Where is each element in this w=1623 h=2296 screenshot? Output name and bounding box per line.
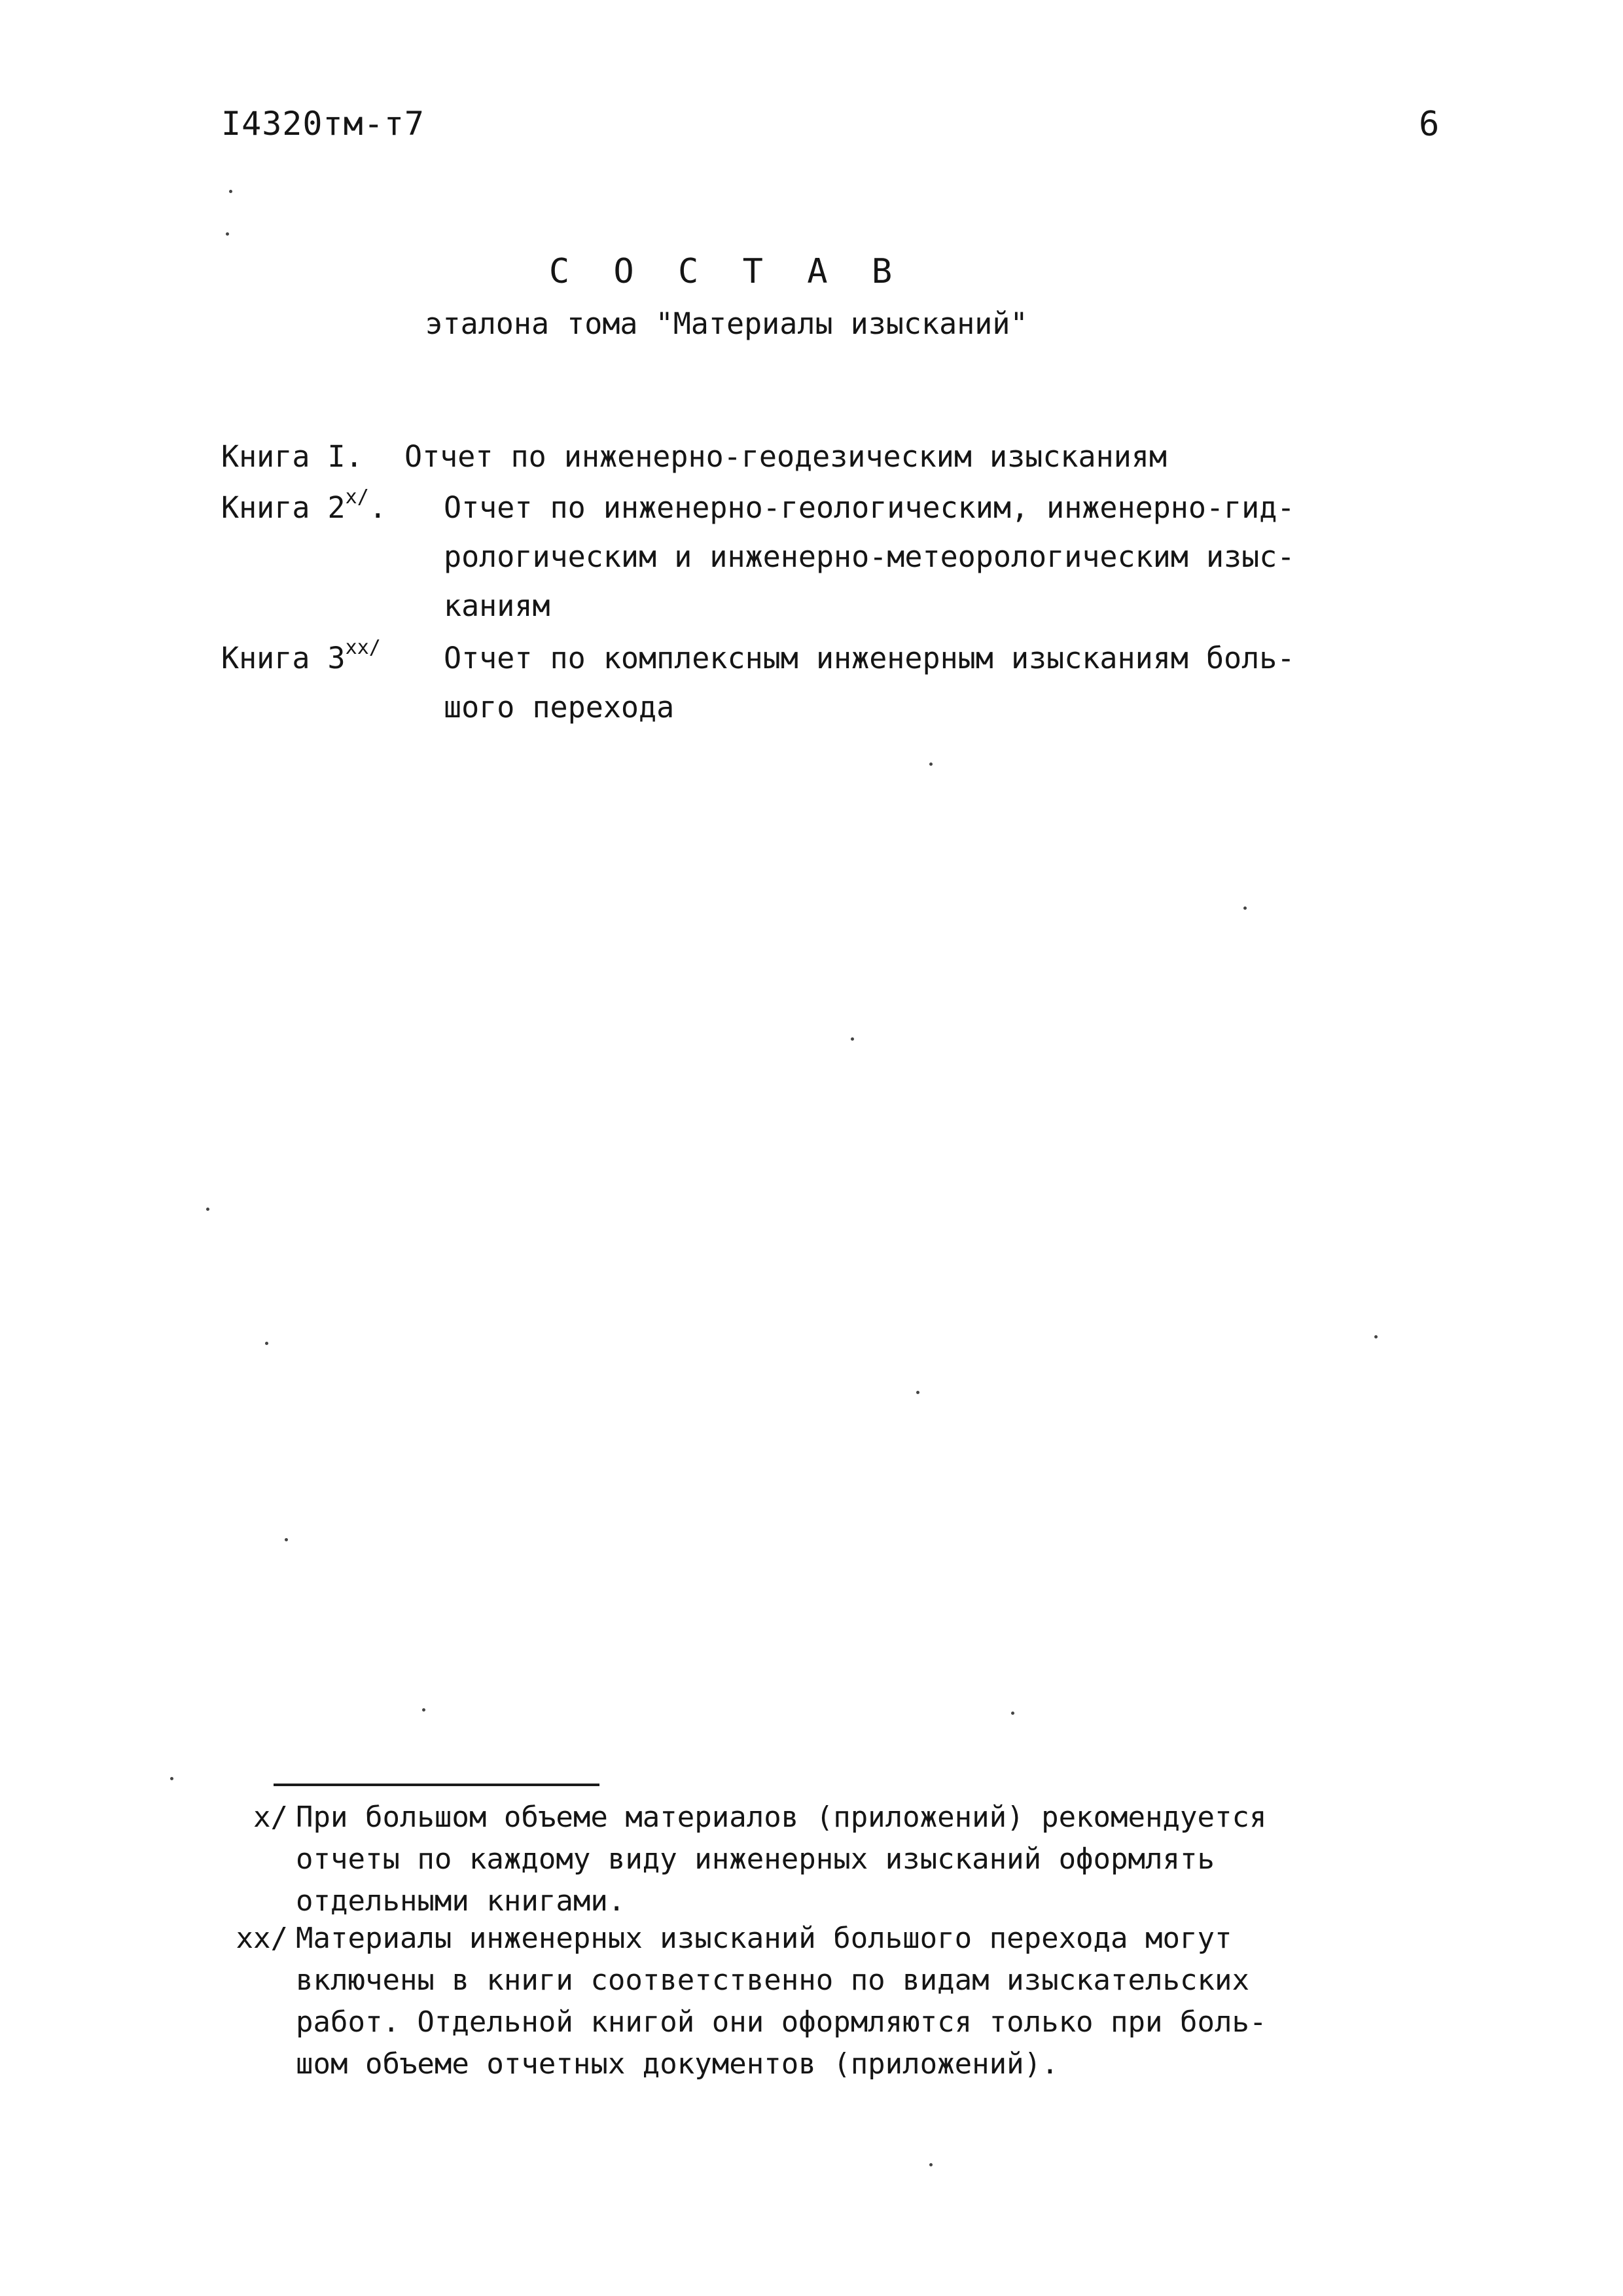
scan-speck [916,1391,919,1394]
scan-speck [229,190,232,193]
scan-speck [851,1037,854,1041]
footnote-line: отчеты по каждому виду инженерных изысканий оформлять [296,1842,1215,1876]
footnote-mark: xx/ [236,1922,288,1955]
scan-speck [170,1777,173,1780]
footnote-line: отдельными книгами. [296,1884,626,1918]
scan-speck [206,1208,209,1211]
footnote-line: При большом объеме материалов (приложений) рекомендуется [296,1801,1267,1834]
scan-speck [929,762,933,766]
footnote-line: включены в книги соответственно по видам изыскательских [296,1964,1249,1997]
book-text-line: Отчет по комплексным инженерным изысканиям боль- [444,641,1295,675]
scan-speck [226,232,229,236]
page-number: 6 [1419,105,1440,144]
book-description [444,634,1465,732]
footnote-reference: xx/ [345,636,381,659]
document-code: I4320тм-т7 [221,105,425,143]
book-text-line: каниям [444,588,550,623]
footnote-divider [274,1784,599,1786]
book-text-line: шого перехода [444,690,675,725]
scan-speck [1011,1712,1014,1715]
scan-speck [929,2163,933,2166]
scan-speck [1243,906,1247,910]
book-text-line: Отчет по инженерно-геологическим, инженерно-гид- [444,490,1295,525]
book-text-line: рологическим и инженерно-метеорологическим изыс- [444,539,1295,574]
footnote-text [296,1797,1474,1922]
book-label: Книга I. [221,439,363,474]
footnote-mark: x/ [253,1801,288,1834]
document-subtitle: эталона тома "Материалы изысканий" [425,306,1028,341]
footnote-line: шом объеме отчетных документов (приложений). [296,2047,1059,2081]
scan-speck [285,1538,288,1541]
book-text-line: Отчет по инженерно-геодезическим изысканиям [404,439,1167,474]
footnote-line: работ. Отдельной книгой они оформляются только при боль- [296,2005,1267,2039]
footnote-text [296,1918,1474,2085]
footnote-reference: x/ [345,486,369,509]
book-label: Книга $2^{x/}$. [221,486,387,525]
book-description [404,432,1425,481]
scan-speck [1374,1335,1378,1338]
scan-speck [422,1708,425,1712]
book-label: Книга $3^{xx/}$ [221,636,381,675]
book-description [444,483,1465,630]
footnote-line: Материалы инженерных изысканий большого перехода могут [296,1922,1232,1955]
document-title: С О С Т А В [548,252,904,291]
scan-speck [265,1342,268,1345]
